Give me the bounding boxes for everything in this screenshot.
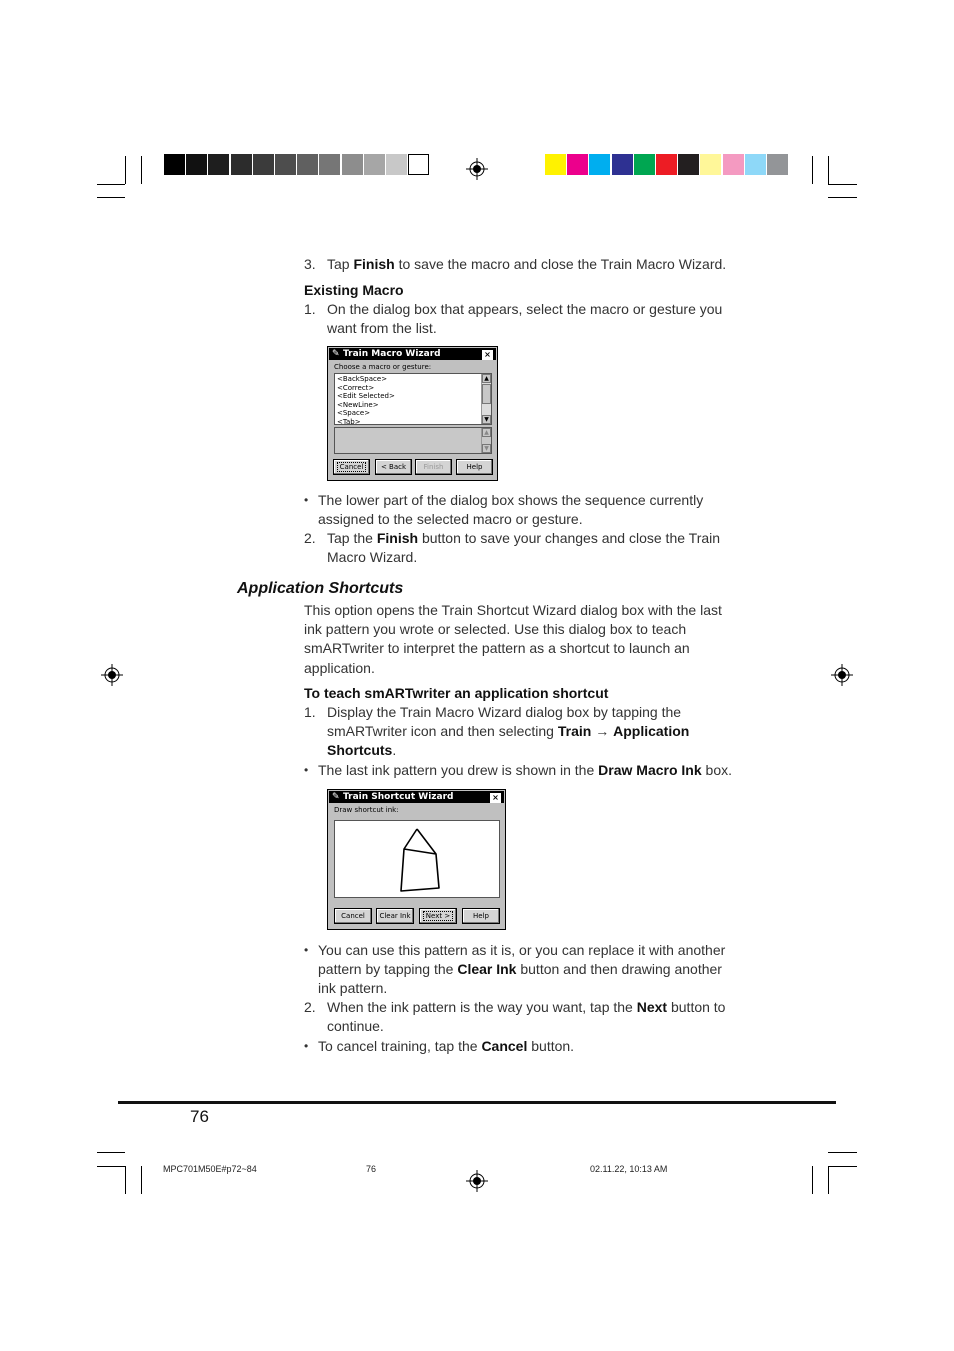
help-button[interactable]: Help xyxy=(456,459,493,475)
macro-list-item[interactable]: <Space> xyxy=(337,409,371,418)
dialog-title-bar xyxy=(329,348,496,360)
registration-mark-icon xyxy=(101,664,123,686)
registration-mark-icon xyxy=(466,158,488,180)
existing-macro-step-1: On the dialog box that appears, select the macro or gesture you want from the list. xyxy=(327,301,723,337)
help-button[interactable]: Help xyxy=(462,908,500,924)
color-swatch xyxy=(745,154,766,175)
pen-icon: ✎ xyxy=(332,349,340,359)
scroll-down-arrow-icon[interactable]: ▼ xyxy=(482,415,491,424)
train-shortcut-wizard-dialog xyxy=(327,789,506,930)
color-swatch xyxy=(767,154,788,175)
train-macro-wizard-dialog xyxy=(327,346,498,481)
pattern-note: You can use this pattern as it is, or you can replace it with another pattern by tapping the Clear Ink button and then drawing another ink pattern. xyxy=(318,942,726,997)
color-swatch xyxy=(634,154,655,175)
dialog-title-bar xyxy=(329,791,504,803)
page-number: 76 xyxy=(190,1107,209,1126)
scroll-down-arrow-icon: ▼ xyxy=(482,444,491,453)
step-number: 1. xyxy=(304,704,316,720)
back-button[interactable]: < Back xyxy=(375,459,412,475)
gray-swatch xyxy=(253,154,274,175)
macro-list-label: Choose a macro or gesture: xyxy=(334,363,432,371)
footer-timestamp: 02.11.22, 10:13 AM xyxy=(590,1164,668,1174)
close-icon[interactable]: × xyxy=(490,793,501,803)
dialog-title: Train Macro Wizard xyxy=(343,349,441,359)
gray-swatch xyxy=(164,154,185,175)
gray-swatch xyxy=(408,154,429,175)
gray-swatch xyxy=(275,154,296,175)
teach-shortcut-heading: To teach smARTwriter an application shortcut xyxy=(304,685,609,701)
application-shortcuts-intro: This option opens the Train Shortcut Wizard dialog box with the last ink pattern you wrote or selected. Use this dialog box to teach smARTwriter to interpret the pattern as a shortcut to launch an application. xyxy=(304,602,722,676)
step-number: 3. xyxy=(304,256,316,272)
color-swatch xyxy=(589,154,610,175)
step-3-text: Tap Finish to save the macro and close the Train Macro Wizard. xyxy=(327,256,727,272)
scroll-up-arrow-icon: ▲ xyxy=(482,428,491,437)
application-shortcuts-title: Application Shortcuts xyxy=(237,580,404,597)
draw-macro-ink-box[interactable] xyxy=(334,820,500,898)
gray-swatch xyxy=(297,154,318,175)
ink-pattern xyxy=(335,821,501,899)
shortcut-step-2: When the ink pattern is the way you want, tap the Next button to continue. xyxy=(327,999,726,1035)
existing-macro-step-2: Tap the Finish button to save your changes and close the Train Macro Wizard. xyxy=(327,530,721,566)
color-swatch xyxy=(567,154,588,175)
existing-macro-heading: Existing Macro xyxy=(304,282,404,298)
list-scrollbar[interactable] xyxy=(481,374,491,424)
gray-swatch xyxy=(208,154,229,175)
gray-swatch xyxy=(186,154,207,175)
macro-list-item[interactable]: <Tab> xyxy=(337,417,361,425)
step-number: 1. xyxy=(304,301,316,317)
macro-list-item[interactable]: <Correct> xyxy=(337,383,375,392)
cancel-button[interactable]: Cancel xyxy=(334,908,372,924)
dialog-title: Train Shortcut Wizard xyxy=(343,792,454,802)
finish-button[interactable]: Finish xyxy=(415,459,452,475)
shortcut-step-1: Display the Train Macro Wizard dialog box by tapping the smARTwriter icon and then selecting Train → Application Shortcuts. xyxy=(327,704,690,759)
gray-swatch xyxy=(342,154,363,175)
registration-mark-icon xyxy=(466,1170,488,1192)
gray-swatch xyxy=(319,154,340,175)
scroll-thumb[interactable] xyxy=(482,384,491,404)
color-swatch xyxy=(723,154,744,175)
close-icon[interactable]: × xyxy=(482,350,493,360)
macro-list-item[interactable]: <BackSpace> xyxy=(337,375,388,383)
sequence-box xyxy=(334,427,492,454)
gray-swatch xyxy=(386,154,407,175)
footer-page: 76 xyxy=(366,1164,377,1174)
color-swatch xyxy=(700,154,721,175)
color-swatch xyxy=(545,154,566,175)
macro-list-item[interactable]: <Edit Selected> xyxy=(337,392,395,401)
clear-ink-button[interactable]: Clear Ink xyxy=(376,908,414,924)
bullet-icon: • xyxy=(304,493,309,507)
pen-icon: ✎ xyxy=(332,792,340,802)
bullet-icon: • xyxy=(304,943,309,957)
draw-ink-label: Draw shortcut ink: xyxy=(334,806,399,814)
cancel-note: To cancel training, tap the Cancel button. xyxy=(318,1038,575,1054)
lower-part-note: The lower part of the dialog box shows the sequence currently assigned to the selected macro or gesture. xyxy=(318,492,704,528)
last-ink-note: The last ink pattern you drew is shown in the Draw Macro Ink box. xyxy=(318,762,732,778)
footer-rule xyxy=(118,1101,836,1104)
gray-swatch xyxy=(364,154,385,175)
bullet-icon: • xyxy=(304,763,309,777)
step-number: 2. xyxy=(304,530,316,546)
gray-swatch xyxy=(231,154,252,175)
color-swatch xyxy=(678,154,699,175)
macro-list-item[interactable]: <NewLine> xyxy=(337,400,379,409)
step-number: 2. xyxy=(304,999,316,1015)
next-button[interactable]: Next > xyxy=(419,908,457,924)
bullet-icon: • xyxy=(304,1039,309,1053)
sequence-scrollbar xyxy=(481,428,491,453)
footer-filename: MPC701M50E#p72~84 xyxy=(163,1164,257,1174)
registration-mark-icon xyxy=(831,664,853,686)
color-swatch xyxy=(612,154,633,175)
scroll-up-arrow-icon[interactable]: ▲ xyxy=(482,374,491,383)
cancel-button[interactable]: Cancel xyxy=(333,459,370,475)
macro-list[interactable] xyxy=(334,373,492,425)
color-swatch xyxy=(656,154,677,175)
